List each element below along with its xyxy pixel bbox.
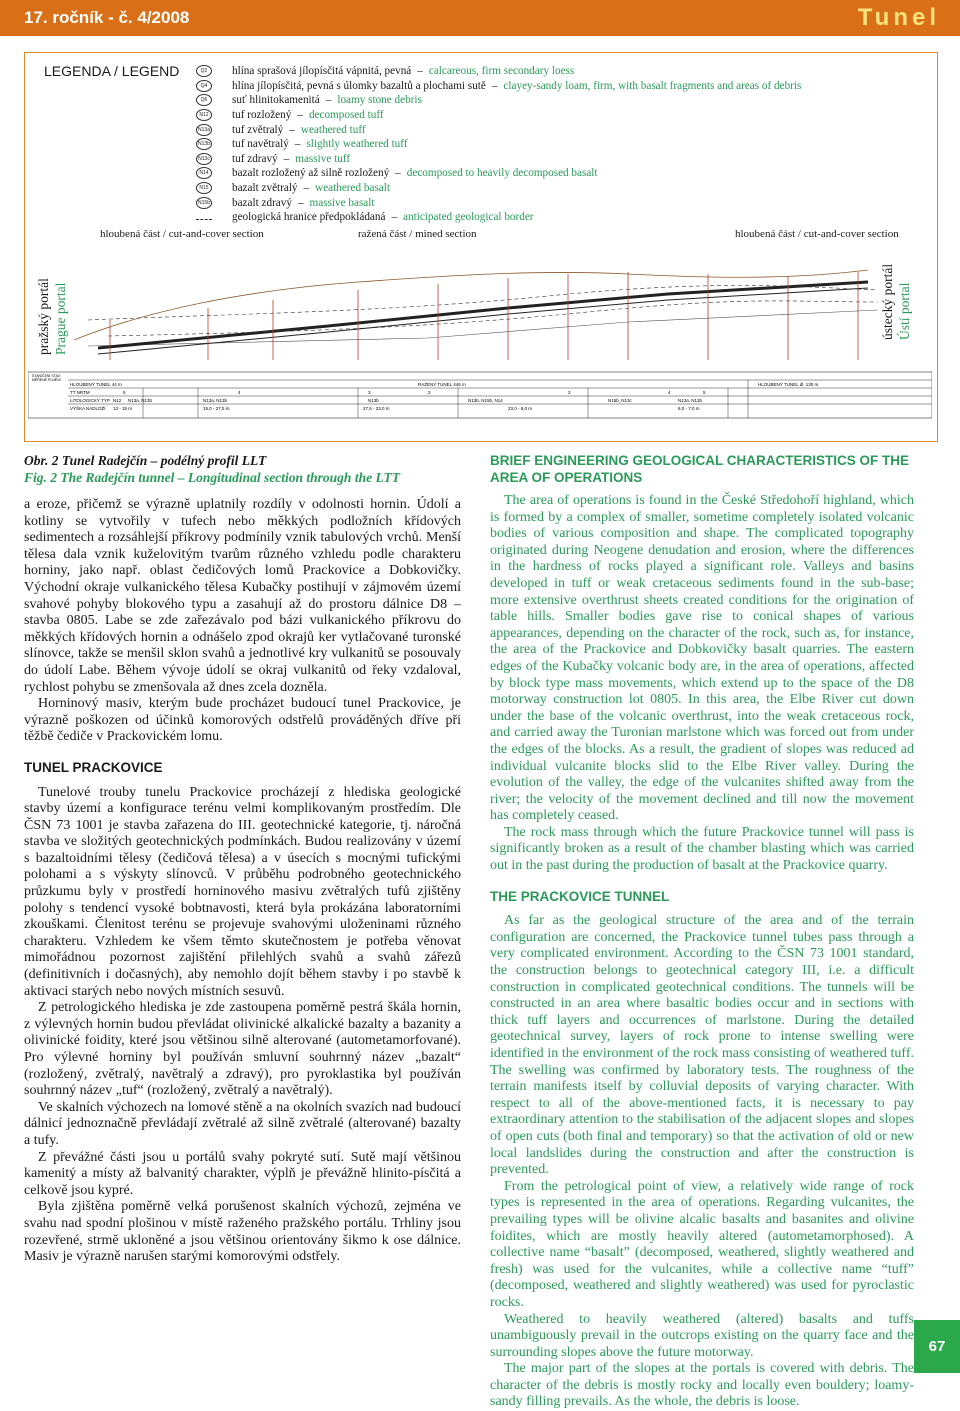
paragraph: Weathered to heavily weathered (altered) basalts and tuffs unambiguously prevail in the outcrops existing on the quarry face and the surrounding slopes above the future motorway. — [490, 1311, 914, 1360]
terrain-line — [74, 270, 868, 340]
svg-text:3: 3 — [568, 390, 571, 395]
legend-title: LEGENDA / LEGEND — [44, 63, 180, 79]
right-column — [490, 493, 914, 1411]
longitudinal-profile — [28, 250, 932, 430]
geo-border — [108, 301, 878, 336]
table-row-label: LITOLOGICKÝ TYP — [70, 398, 110, 403]
portal-label-right-en: Ústí portal — [897, 282, 912, 340]
portal-label-left-cz: pražský portál — [36, 278, 51, 355]
paragraph: Z převážné části jsou u portálů svahy pokryté sutí. Sutě mají většinou kamenitý a místy až balvanitý charakter, výplň je převážně hlinito-písčitá a celkově jsou kypré. — [24, 1149, 461, 1198]
legend-list — [196, 64, 896, 225]
profile-table-frame — [28, 372, 932, 418]
figure-caption — [24, 452, 400, 486]
svg-text:N12: N12 — [113, 398, 122, 403]
legend-item-border: geologická hranice předpokládaná – anticipated geological border — [196, 210, 896, 225]
legend-item: N13b tuf navětralý – slightly weathered tuff — [196, 137, 896, 152]
tunnel-invert — [98, 288, 868, 354]
legend-item: Q2 hlína sprašová jílopísčitá vápnitá, pevná – calcareous, firm secondary loess — [196, 64, 896, 79]
heading-prackovice-tunnel: THE PRACKOVICE TUNNEL — [490, 888, 670, 904]
portal-label-right-cz: ústecký portál — [880, 263, 895, 340]
legend-item: N13c tuf zdravý – massive tuff — [196, 152, 896, 167]
svg-text:5: 5 — [123, 390, 126, 395]
svg-text:N13a, N13b: N13a, N13b — [128, 398, 153, 403]
heading-tunel-prackovice: TUNEL PRACKOVICE — [24, 759, 163, 775]
svg-text:N13a, N13b: N13a, N13b — [678, 398, 703, 403]
paragraph: The area of operations is found in the České Středohoří highland, which is formed by a complex of smaller, sometime completely isolated volcanic bodies of various composition and shape. The complicated topography originated during Neogene denudation and erosion, where the differences in the hardness of rocks played a significant role. Valleys and basins developed in tuff or weak cretaceous sediments found in the sub-base; more extensive overthrust sheets created conditions for the origination of table hills. Smaller bodies gave rise to conical shapes of various appearances, depending on the character of the rock, such as, for instance, the area of the Prackovice and Dobkovičky basalt quarries. The eastern edges of the Kubačky volcanic body are, in the area of operations, affected by block type mass movements, which extend up to the space of the D8 motorway construction lot 0805. In this area, the Elbe River cut down under the base of the volcanic overthrust, into the weak cretaceous rock, and carried away the Turonian marlstone which was forced out from under the edges of the blocks. As a result, the gradient of slopes was reduced ad individual vulcanite blocks slid to the Elbe River valley. During the evolution of the valley, the edge of the vulcanites shifted away from the river; the velocity of the movement declined and till now the movement has completely ceased. — [490, 493, 914, 824]
tunnel-tube — [98, 282, 868, 348]
table-row-label: TT NRTM — [70, 390, 90, 395]
table-label: MĚŘENÉ PLNĚNÍ — [32, 378, 61, 382]
svg-text:2: 2 — [428, 390, 431, 395]
geo-border — [88, 286, 878, 321]
tunel-logo: Tunel — [857, 4, 940, 31]
paragraph: The rock mass through which the future Prackovice tunnel will pass is significantly broken as a result of the chamber blasting which was carried out in the past during the production of basalt at the Prackovice quarry. — [490, 824, 914, 874]
left-column — [24, 497, 461, 1266]
table-label: STANIČENÍ STAV. — [32, 374, 61, 378]
paragraph: a eroze, přičemž se výrazně uplatnily rozdíly v odolnosti hornin. Údolí a kotliny se vytvořily v tufech nebo měkkých podložních křídových sedimentech a rozsáhlejší příkrovy podmínily vznik tabulových vrchů. Menší tělesa dala vznik kuželovitým tvarům různého vzhledu podle charakteru horniny, jako např. oblast čedičových lomů Prackovice a Dobkovičky. Východní okraje vulkanického tělesa Kubačky postihují v zájmovém území svahové pohyby blokového typu a zasahují až do prostoru dálnice D8 – stavba 0805. Labe se zde zařezávalo pod bázi vulkanického příkrovu do měkkých křídových hornin a odnášelo zpod okrajů ker vytlačované turonské slínovce, takže se menšil sklon svahů a jednotlivé kry vulkanitů se posouvaly do údolí Labe. Během vývoje údolí se okraj vulkanitů od řeky vzdaloval, rychlost pohybu se zmenšovala až dnes zcela dozněla. — [24, 497, 461, 695]
legend-item: Q6 suť hlinitokamenitá – loamy stone debris — [196, 93, 896, 108]
svg-text:5: 5 — [703, 390, 706, 395]
paragraph: Horninový masiv, kterým bude procházet budoucí tunel Prackovice, je výrazně poškozen od účinků komorových odstřelů prováděných dříve při těžbě čediče v Prackovickém lomu. — [24, 696, 461, 745]
svg-text:15,0 - 27,5 m: 15,0 - 27,5 m — [203, 406, 230, 411]
legend-item: N13a tuf zvětralý – weathered tuff — [196, 122, 896, 137]
svg-text:27,5 - 23,0 m: 27,5 - 23,0 m — [363, 406, 390, 411]
legend-item: N14 bazalt rozložený až silně rozložený – decomposed to heavily decomposed basalt — [196, 166, 896, 181]
paragraph: Tunelové trouby tunelu Prackovice procházejí z hlediska geologické stavby území a konfigurace terénu velmi komplikovaným prostředím. Dle ČSN 73 1001 je stavba zařazena do III. geotechnické kategorie, tj. náročná stavba ve složitých geotechnických podmínkách. Budou realizovány v území s bazaltoidními tělesy (čedičová tělesa) a v úsecích s mocnými tufickými polohami a s výskyty slínovců. V průběhu podrobného geotechnického průzkumu byly v prostředí horninového masivu zvětralých tufů zjištěny polohy s tendencí vysoké bobtnavosti, která byla prokázána laboratorními zkouškami. Členitost terénu se projevuje svahovými uloženinami různého charakteru. Vzhledem ke všem těmto skutečnostem je potřeba věnovat mimořádnou pozornost zajištění přilehlých svahů a svahů zářezů (definitivních i dočasných), aby nemohlo dojít během stavby i po stavbě k aktivaci starých nebo nových místních sesuvů. — [24, 784, 461, 999]
svg-text:N15b, N13c: N15b, N13c — [608, 398, 632, 403]
caption-en: Fig. 2 The Radejčín tunnel – Longitudinal section through the LTT — [24, 470, 400, 485]
table-cell: RAŽENÝ TUNEL 446 m — [418, 382, 466, 387]
header-bar — [0, 0, 960, 36]
section-label-right: hloubená část / cut-and-cover section — [735, 228, 899, 240]
legend-item: N15b bazalt zdravý – massive basalt — [196, 195, 896, 210]
section-label-middle: ražená část / mined section — [358, 228, 477, 240]
paragraph: Ve skalních výchozech na lomové stěně a na okolních svazích nad budoucí dálnicí jednoznačně převládají zvětralé až silně zvětralé (alterované) bazalty a tufy. — [24, 1099, 461, 1148]
svg-text:23,0 - 8,0 m: 23,0 - 8,0 m — [508, 406, 533, 411]
svg-text:8,0 - 7,0 m: 8,0 - 7,0 m — [678, 406, 700, 411]
issue-label: 17. ročník - č. 4/2008 — [24, 8, 190, 27]
paragraph: Byla zjištěna poměrně velká porušenost skalních výchozů, zejména ve svahu nad spodní plošinou v místě raženého pražského portálu. Trhliny jsou rozevřené, strmě ukloněné a jsou většinou orientovány šikmo k ose dálnice. Masiv je výrazně narušen starými komorovými odstřely. — [24, 1199, 461, 1265]
page-number: 67 — [914, 1320, 960, 1373]
paragraph: From the petrological point of view, a relatively wide range of rock types is represented in the area of operations. Regarding vulcanites, the prevailing types will be olivine alcalic basalts and basanites and olivine foidites, which are mostly heavily altered (autometamorphosed). A collective name “basalt” (decomposed, weathered, slightly weathered and fresh) was used for the vulcanites, while a collective name “tuff” (decomposed, weathered and slightly weathered) was used for pyroclastic rocks. — [490, 1178, 914, 1310]
svg-text:N13b, N15b, N14: N13b, N15b, N14 — [468, 398, 503, 403]
svg-text:N13b: N13b — [368, 398, 379, 403]
legend-item: N12 tuf rozložený – decomposed tuff — [196, 108, 896, 123]
section-label-left: hloubená část / cut-and-cover section — [100, 228, 264, 240]
svg-text:4: 4 — [668, 390, 671, 395]
svg-text:13 - 15 m: 13 - 15 m — [113, 406, 133, 411]
paragraph: The major part of the slopes at the portals is covered with debris. The character of the debris is mostly rocky and locally even bouldery; loamy-sandy filling prevails. As the whole, the debris is loose. — [490, 1361, 914, 1410]
svg-text:4: 4 — [238, 390, 241, 395]
road-line — [88, 310, 878, 346]
legend-item: Q4 hlína jílopísčitá, pevná s úlomky bazaltů a plochami sutě – clayey-sandy loam, firm, with basalt fragments and areas of debris — [196, 79, 896, 94]
svg-text:3: 3 — [368, 390, 371, 395]
portal-label-left-en: Prague portal — [53, 282, 68, 355]
paragraph: Z petrologického hlediska je zde zastoupena poměrně pestrá škála hornin, z výlevných hornin budou převládat olivinické alkalické bazalty a bazanity a olivinické foidity, které jsou většinou silně alterované (autometamorfované). Pro výlevné horniny byl používán smluvní souhrnný název „bazalt“ (rozložený, zvětralý, navětralý a zdravý), pro pyroklastika byl používán souhrnný název „tuf“ (rozložený, zvětralý a navětralý). — [24, 1000, 461, 1099]
caption-cz: Obr. 2 Tunel Radejčín – podélný profil LLT — [24, 453, 267, 468]
table-cell: HLOUBENÝ TUNEL 44 m — [70, 382, 122, 387]
table-cell: HLOUBENÝ TUNEL dl. 130 m — [758, 382, 819, 387]
table-row-label: VÝŠKA NADLOŽÍ — [70, 406, 106, 411]
heading-brief-characteristics: BRIEF ENGINEERING GEOLOGICAL CHARACTERISTICS OF THE AREA OF OPERATIONS — [490, 453, 910, 485]
paragraph: As far as the geological structure of the area and of the terrain configuration are concerned, the Prackovice tunnel tubes pass through a very complicated environment. According to the ČSN 73 1001 standard, the construction belongs to geotechnical category III, i.e. a difficult construction in complicated geotechnical conditions. The tunnels will be constructed in an area where basaltic bodies occur and in sections with thick tuff layers and occurrences of marlstone. During the detailed geotechnical survey, layers of rock prone to intense swelling were identified in the environment of the rock mass consisting of weathered tuff. The swelling was confirmed by laboratory tests. The roughness of the terrain manifests itself by colluvial deposits of varying character. With respect to all of the above-mentioned facts, it is necessary to pay extraordinary attention to the stabilisation of the adjacent slopes and slopes of open cuts (both final and temporary) so that the activation of old or new local landslides during the construction and after the construction is prevented. — [490, 913, 914, 1178]
svg-text:N13a, N13b: N13a, N13b — [203, 398, 228, 403]
dashed-line-icon — [196, 214, 212, 220]
legend-item: N15 bazalt zvětralý – weathered basalt — [196, 181, 896, 196]
